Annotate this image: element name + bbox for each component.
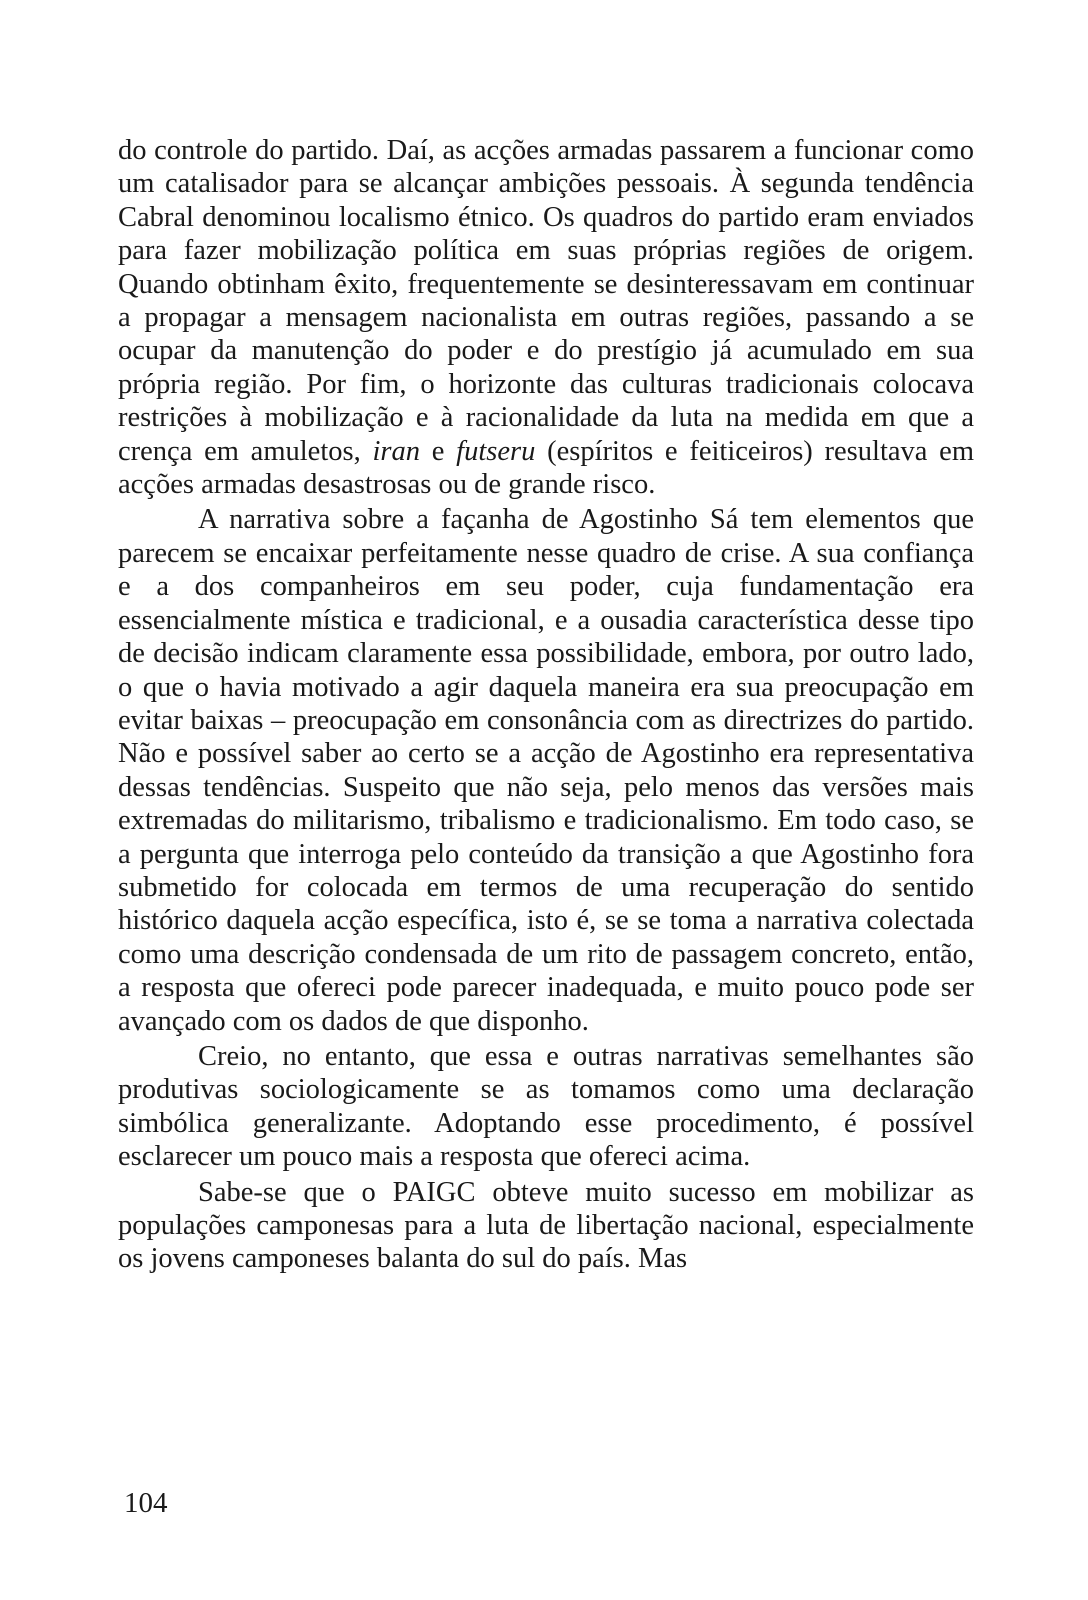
paragraph-1 xyxy=(118,134,974,501)
body-text xyxy=(118,134,974,1276)
paragraph-1-text-b: e xyxy=(419,435,457,467)
term-futseru: futseru xyxy=(456,435,536,467)
page-number: 104 xyxy=(124,1487,168,1519)
paragraph-1-text-a: do controle do partido. Daí, as acções armadas passarem a funcionar como um catalisador para se alcançar ambições pessoais. À segunda tendência Cabral denominou localismo étnico. Os quadros do partido eram enviados para fazer mobilização política em suas próprias regiões de origem. Quando obtinham êxito, frequentemente se desinteressavam em continuar a propagar a mensagem nacionalista em outras regiões, passando a se ocupar da manutenção do poder e do prestígio já acumulado em sua própria região. Por fim, o horizonte das culturas tradicionais colocava restrições à mobilização e à racionalidade da luta na medida em que a crença em amuletos, xyxy=(118,135,974,467)
paragraph-4 xyxy=(118,1176,974,1276)
paragraph-2 xyxy=(118,503,974,1038)
paragraph-3-text: Creio, no entanto, que essa e outras narrativas semelhantes são produtivas sociologicamente se as tomamos como uma declaração simbólica generalizante. Adoptando esse procedimento, é possível esclarecer um pouco mais a resposta que ofereci acima. xyxy=(118,1040,974,1173)
term-iran: iran xyxy=(372,435,420,467)
paragraph-1-text-c: (espíritos e feiticeiros) resultava em acções armadas desastrosas ou de grande risco. xyxy=(118,435,974,501)
paragraph-2-text: A narrativa sobre a façanha de Agostinho Sá tem elementos que parecem se encaixar perfeitamente nesse quadro de crise. A sua confiança e a dos companheiros em seu poder, cuja fundamentação era essencialmente mística e tradicional, e a ousadia característica desse tipo de decisão indicam claramente essa possibilidade, embora, por outro lado, o que o havia motivado a agir daquela maneira era sua preocupação em evitar baixas – preocupação em consonância com as directrizes do partido. Não e possível saber ao certo se a acção de Agostinho era representativa dessas tendências. Suspeito que não seja, pelo menos das versões mais extremadas do militarismo, tribalismo e tradicionalismo. Em todo caso, se a pergunta que interroga pelo conteúdo da transição a que Agostinho fora submetido for colocada em termos de uma recuperação do sentido histórico daquela acção específica, isto é, se se toma a narrativa colectada como uma descrição condensada de um rito de passagem concreto, então, a resposta que ofereci pode parecer inadequada, e muito pouco pode ser avançado com os dados de que disponho. xyxy=(118,504,974,1037)
paragraph-3 xyxy=(118,1040,974,1174)
paragraph-4-text: Sabe-se que o PAIGC obteve muito sucesso em mobilizar as populações camponesas para a luta de libertação nacional, especialmente os jovens camponeses balanta do sul do país. Mas xyxy=(118,1176,974,1275)
